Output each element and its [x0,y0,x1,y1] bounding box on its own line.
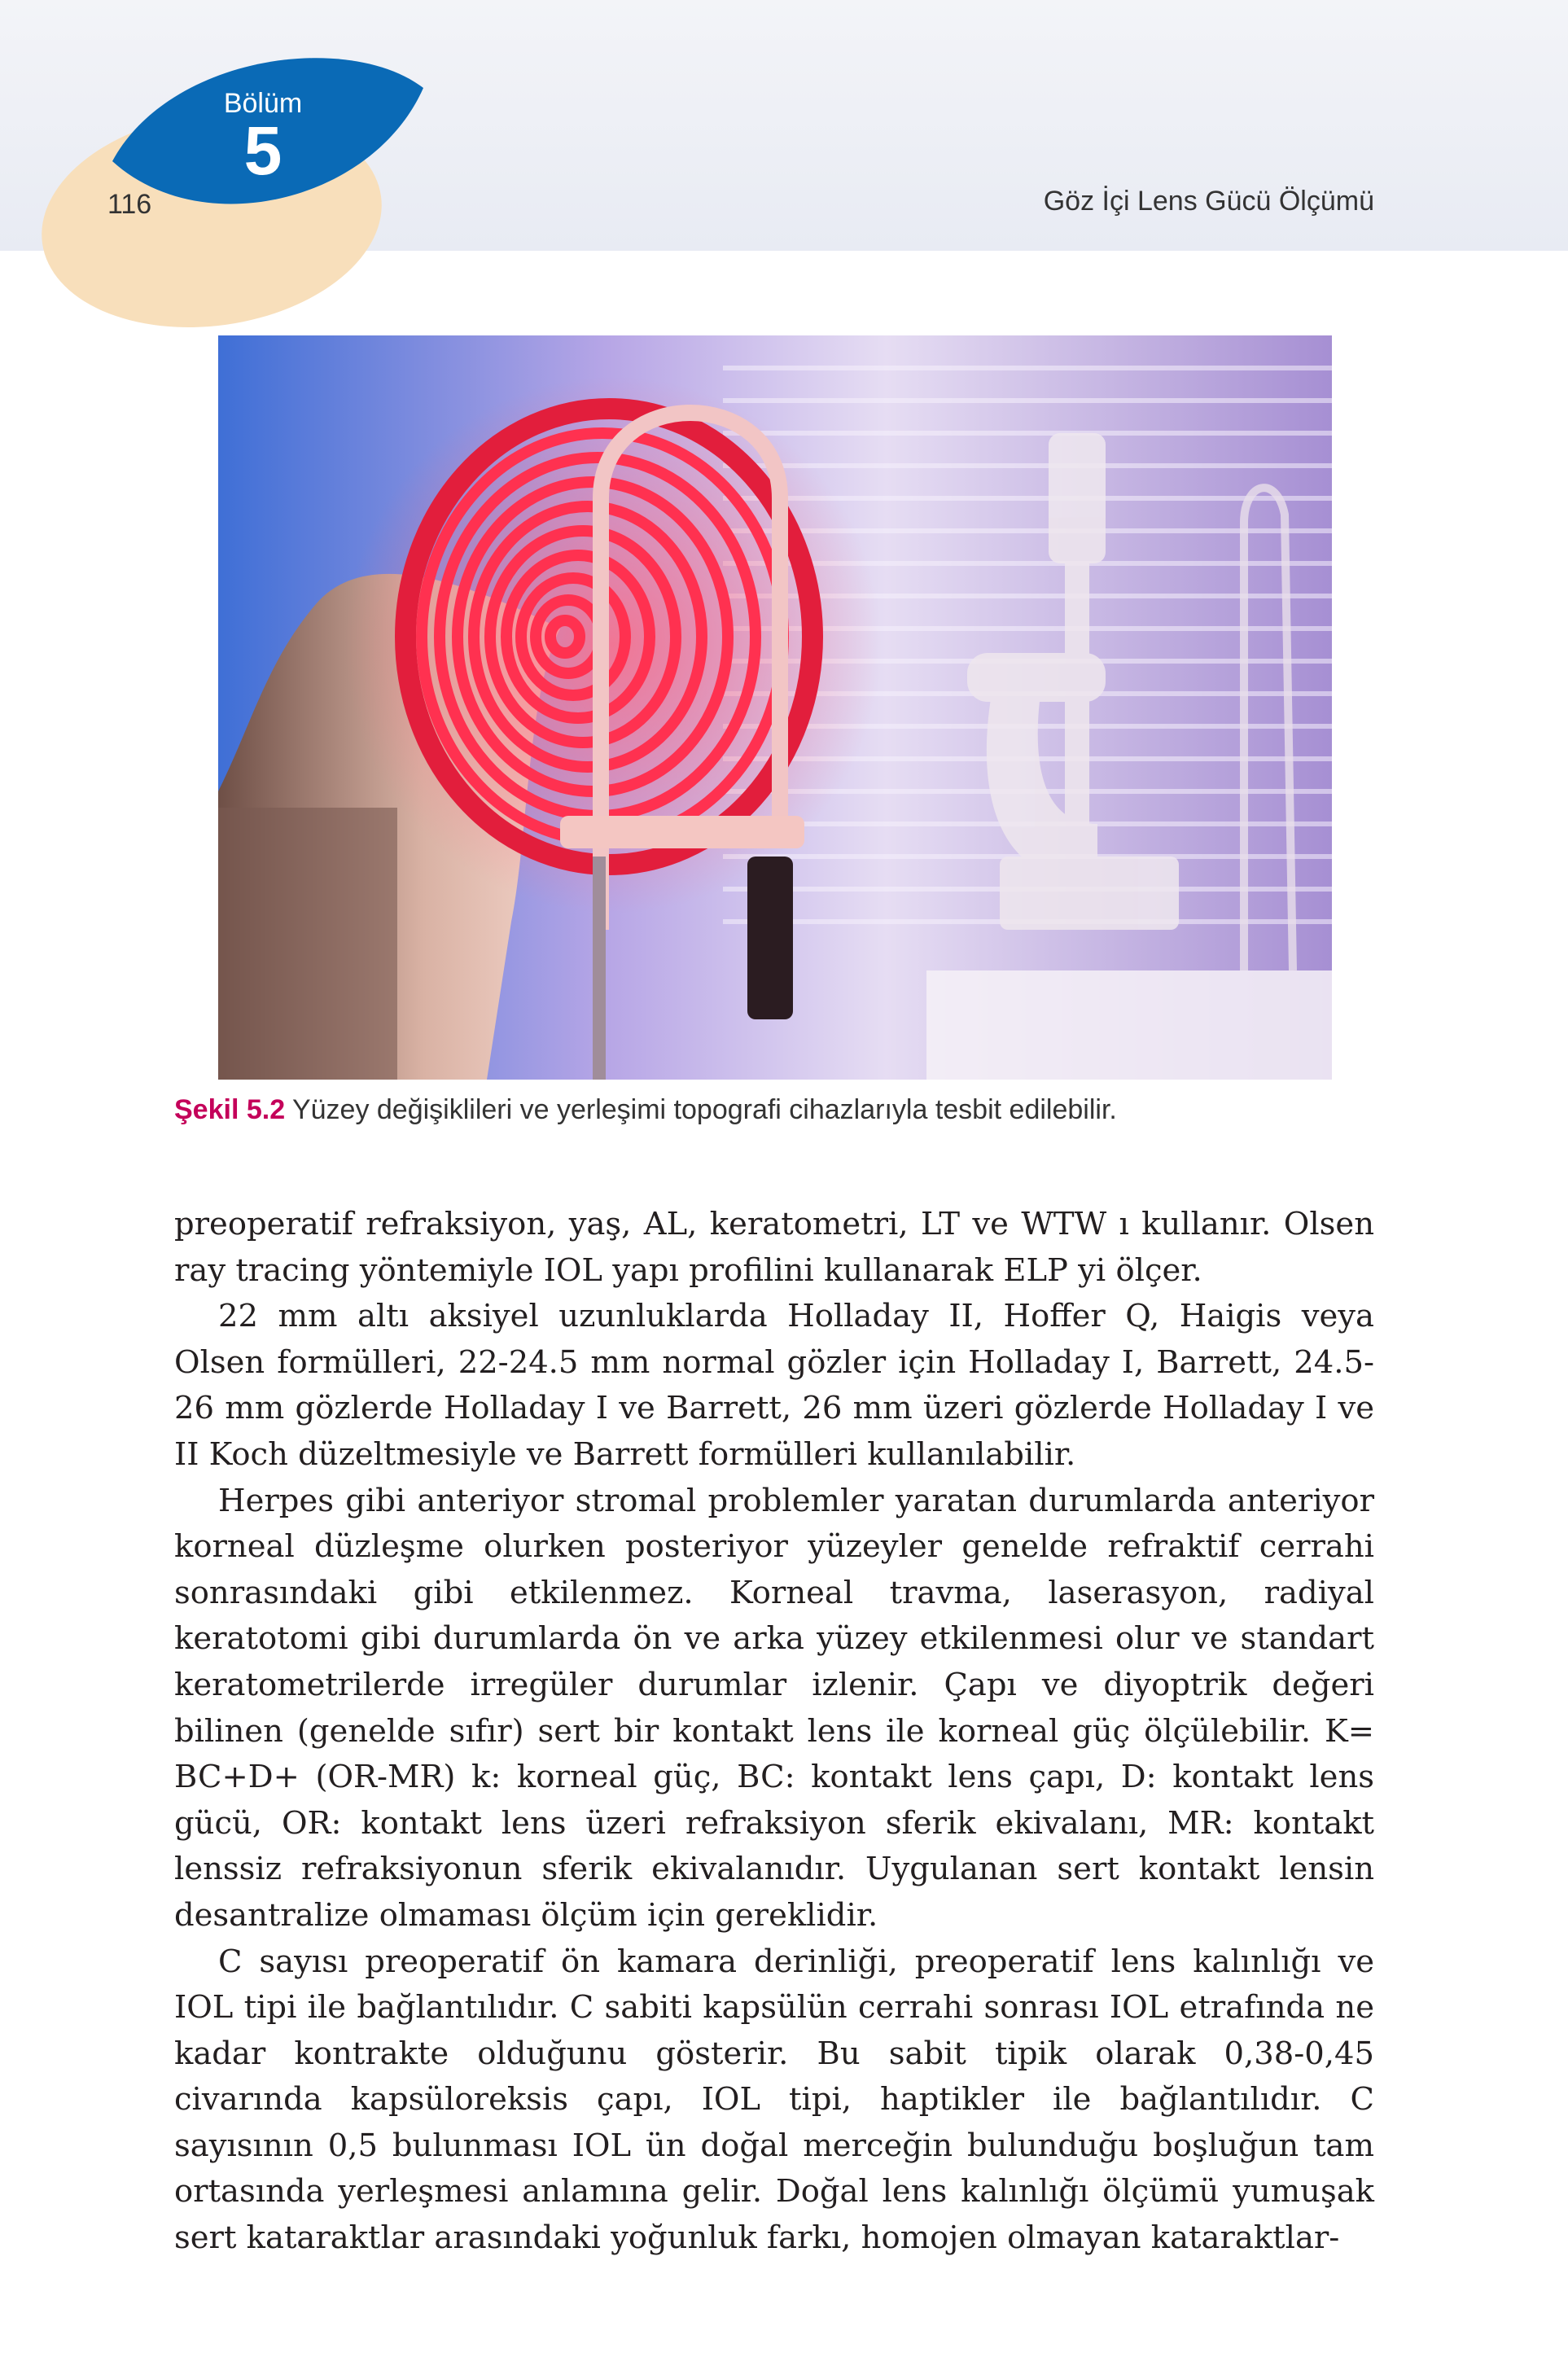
figure-caption-label: Şekil 5.2 [174,1094,286,1125]
chapter-word: Bölüm [223,88,303,119]
body-text [174,1202,1374,2262]
page-number: 116 [107,189,152,220]
figure-caption-text: Yüzey değişiklileri ve yerleşimi topografi cihazlarıyla tesbit edilebilir. [291,1094,1117,1125]
running-title: Göz İçi Lens Gücü Ölçümü [1043,186,1374,217]
paragraph-3: Herpes gibi anteriyor stromal problemler yaratan durumlarda anteriyor korneal düzleşme olurken posteriyor yüzeyler genelde refraktif cerrahi sonrasındaki gibi etkilenmez. Korneal travma, laserasyon, radiyal keratotomi gibi durumlarda ön ve arka yüzey etkilenmesi olur ve standart keratometrilerde irregüler durumlar izlenir. Çapı ve diyoptrik değeri bilinen (genelde sıfır) sert bir kontakt lens ile korneal güç ölçülebilir. K= BC+D+ (OR-MR) k: korneal güç, BC: kontakt lens çapı, D: kontakt lens gücü, OR: kontakt lens üzeri refraksiyon sferik ekivalanı, MR: kontakt lenssiz refraksiyonun sferik ekivalanıdır. Uygulanan sert kontakt lensin desantralize olmaması ölçüm için gereklidir. [174,1482,1374,1934]
topography-device-photo [218,335,1332,1080]
paragraph-1: preoperatif refraksiyon, yaş, AL, keratometri, LT ve WTW ı kullanır. Olsen ray tracing yöntemiyle IOL yapı profilini kullanarak ELP yi ölçer. [174,1206,1374,1289]
figure-caption [174,1094,1395,1126]
paragraph-2: 22 mm altı aksiyel uzunluklarda Holladay II, Hoffer Q, Haigis veya Olsen formülleri, 22-24.5 mm normal gözler için Holladay I, Barrett, 24.5-26 mm gözlerde Holladay I ve Barrett, 26 mm üzeri gözlerde Holladay I ve II Koch düzeltmesiyle ve Barrett formülleri kullanılabilir. [174,1298,1374,1473]
paragraph-4: C sayısı preoperatif ön kamara derinliği, preoperatif lens kalınlığı ve IOL tipi ile bağlantılıdır. C sabiti kapsülün cerrahi sonrası IOL etrafında ne kadar kontrakte olduğunu gösterir. Bu sabit tipik olarak 0,38-0,45 civarında kapsüloreksis çapı, IOL tipi, haptikler ile bağlantılıdır. C sayısının 0,5 bulunması IOL ün doğal merceğin bulunduğu boşluğun tam ortasında yerleşmesi anlamına gelir. Doğal lens kalınlığı ölçümü yumuşak sert kataraktlar arasındaki yoğunluk farkı, homojen olmayan kataraktlar- [174,1943,1374,2257]
chapter-number: 5 [243,112,283,189]
